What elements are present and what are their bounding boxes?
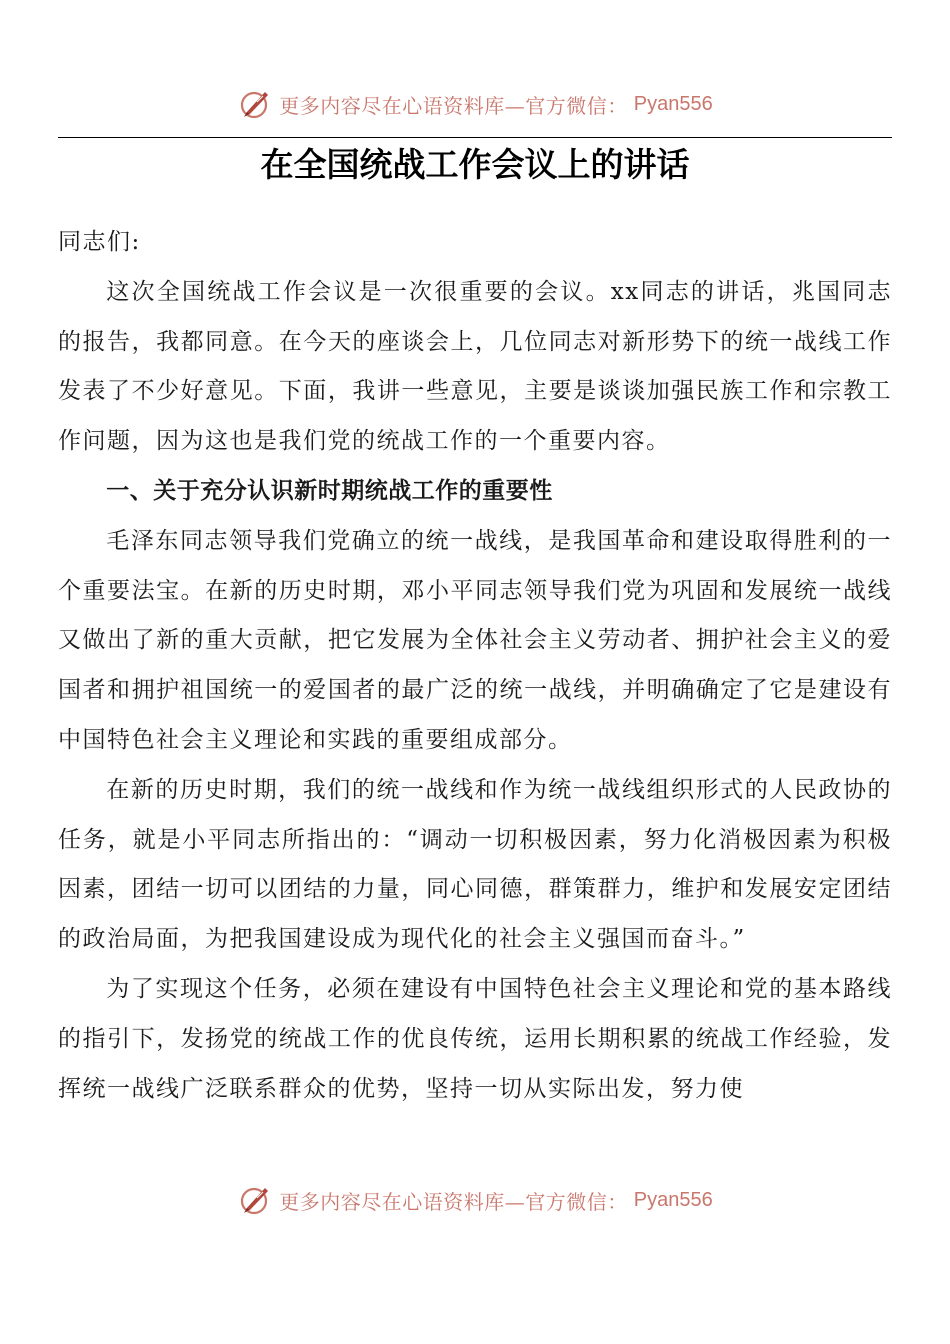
watermark-footer (0, 1180, 950, 1220)
watermark-handle: Pyan556 (633, 1188, 713, 1211)
quill-pen-circle-icon (237, 86, 273, 122)
paragraph: 在新的历史时期，我们的统一战线和作为统一战线组织形式的人民政协的任务，就是小平同志所指出的：“调动一切积极因素，努力化消极因素为积极因素，团结一切可以团结的力量，同心同德，群策群力，维护和发展安定团结的政治局面，为把我国建设成为现代化的社会主义强国而奋斗。” (58, 776, 892, 953)
paragraph: 这次全国统战工作会议是一次很重要的会议。xx同志的讲话，兆国同志的报告，我都同意。在今天的座谈会上，几位同志对新形势下的统一战线工作发表了不少好意见。下面，我讲一些意见，主要是谈谈加强民族工作和宗教工作问题，因为这也是我们党的统战工作的一个重要内容。 (58, 278, 892, 455)
document-title: 在全国统战工作会议上的讲话 (260, 145, 690, 184)
section-heading: 一、关于充分认识新时期统战工作的重要性 (106, 477, 553, 504)
header-rule (58, 137, 892, 138)
paragraph: 毛泽东同志领导我们党确立的统一战线，是我国革命和建设取得胜利的一个重要法宝。在新的历史时期，邓小平同志领导我们党为巩固和发展统一战线又做出了新的重大贡献，把它发展为全体社会主义劳动者、拥护社会主义的爱国者和拥护祖国统一的爱国者的最广泛的统一战线，并明确确定了它是建设有中国特色社会主义理论和实践的重要组成部分。 (58, 527, 892, 753)
watermark-text: 更多内容尽在心语资料库—官方微信： (279, 93, 628, 118)
quill-pen-circle-icon (237, 1182, 273, 1218)
salutation: 同志们: (58, 229, 141, 255)
paragraph: 为了实现这个任务，必须在建设有中国特色社会主义理论和党的基本路线的指引下，发扬党的统战工作的优良传统，运用长期积累的统战工作经验，发挥统一战线广泛联系群众的优势，坚持一切从实际出发，努力使 (58, 975, 892, 1102)
watermark-text: 更多内容尽在心语资料库—官方微信： (279, 1189, 628, 1214)
watermark-handle: Pyan556 (633, 92, 713, 115)
document-body (58, 218, 892, 1114)
watermark-header (0, 84, 950, 124)
